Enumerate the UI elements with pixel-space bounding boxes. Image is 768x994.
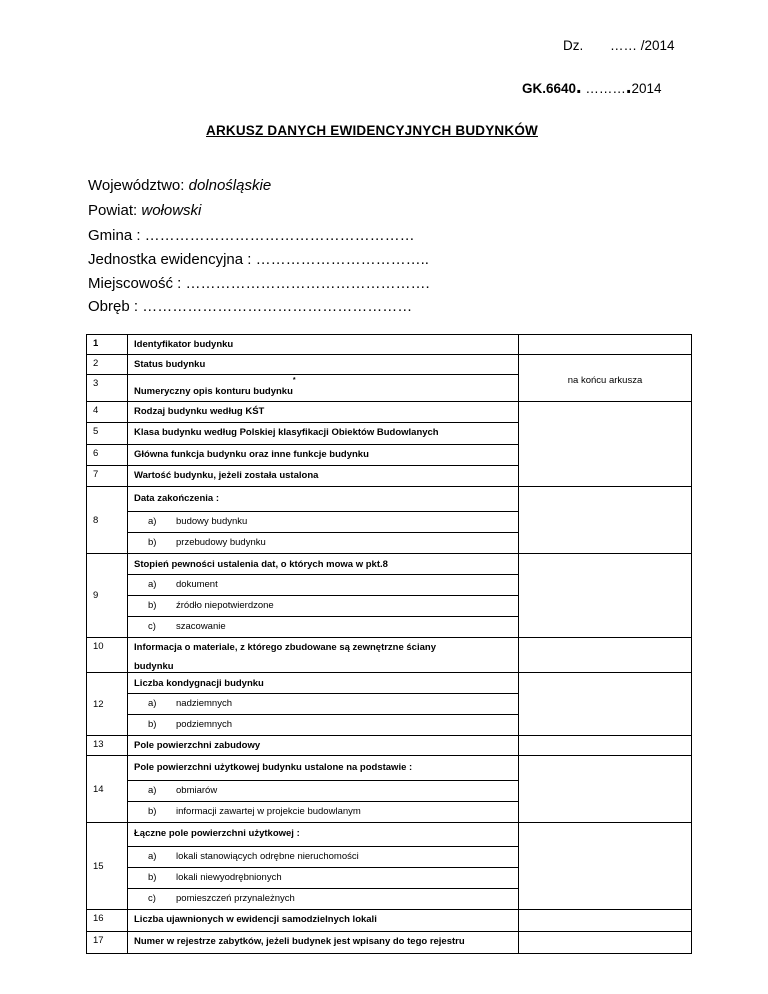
sub-item [128,846,518,867]
row-number: 12 [87,673,128,736]
value-cell[interactable] [519,932,692,954]
sub-letter: c) [148,621,156,632]
row-label: Klasa budynku według Polskiej klasyfikacji Obiektów Budowlanych [128,423,519,445]
row-label-text: Stopień pewności ustalenia dat, o których mowa w pkt.8 [134,559,388,570]
row-number: 6 [87,445,128,466]
table-row [87,932,692,954]
row-number: 15 [87,823,128,910]
sub-item [128,693,518,714]
sub-letter: a) [148,516,157,527]
sub-item [128,616,518,637]
row-number: 8 [87,487,128,554]
gk-dots: ……… [585,81,626,96]
wojewodztwo-field [88,177,271,194]
sub-item [128,574,518,595]
value-cell[interactable] [519,335,692,355]
value-cell[interactable] [519,638,692,673]
sub-label: podziemnych [176,719,232,730]
sub-letter: b) [148,806,157,817]
powiat-field [88,202,201,219]
row-number: 7 [87,466,128,487]
gk-label: GK.6640 [522,81,577,96]
table-row [87,554,692,638]
row-label [128,487,519,554]
sub-letter: a) [148,785,157,796]
row-number: 1 [87,335,128,355]
row-label-text: budynku [134,661,174,672]
sub-item [128,714,518,735]
dz-label: Dz. [563,38,584,53]
table-row [87,638,692,673]
sub-item [128,888,518,909]
field-value: wołowski [141,202,202,219]
row-number: 4 [87,402,128,423]
sub-letter: b) [148,719,157,730]
value-cell[interactable] [519,910,692,932]
sub-label: lokali niewyodrębnionych [176,872,282,883]
gmina-field: Gmina : ……………………………………………… [88,227,415,244]
table-row [87,823,692,910]
row-label: Rodzaj budynku według KŚT [128,402,519,423]
value-cell[interactable] [519,402,692,487]
row-label: Identyfikator budynku [128,335,519,355]
row-label [128,375,519,402]
sub-label: obmiarów [176,785,218,796]
value-cell[interactable] [519,736,692,756]
row-number: 2 [87,355,128,375]
field-label: Województwo: [88,177,189,194]
building-data-table [86,334,692,954]
row-number: 16 [87,910,128,932]
table-row [87,335,692,355]
row-label: Pole powierzchni zabudowy [128,736,519,756]
dz-value: …… /2014 [610,38,675,53]
row-label [128,823,519,910]
sub-item [128,867,518,888]
row-label-text: Data zakończenia : [134,493,219,504]
sub-label: przebudowy budynku [176,537,266,548]
table-row [87,355,692,375]
row-label [128,673,519,736]
sub-item [128,780,518,801]
sub-item [128,532,518,553]
sub-label: budowy budynku [176,516,248,527]
row-label: Status budynku [128,355,519,375]
miejscowosc-field: Miejscowość : …………………………………………. [88,275,430,292]
sub-letter: a) [148,698,157,709]
row-label: Liczba ujawnionych w ewidencji samodzielnych lokali [128,910,519,932]
obreb-field: Obręb : ……………………………………………… [88,298,413,315]
row-label-text: Liczba kondygnacji budynku [134,678,264,689]
row-number: 9 [87,554,128,638]
sub-label: informacji zawartej w projekcie budowlanym [176,806,361,817]
sub-label: pomieszczeń przynależnych [176,893,295,904]
row-number: 10 [87,638,128,673]
row-label-text: Łączne pole powierzchni użytkowej : [134,828,300,839]
sub-letter: b) [148,600,157,611]
table-row [87,673,692,736]
footnote-star: * [292,377,296,384]
row-label-text: Pole powierzchni użytkowej budynku ustalone na podstawie : [134,762,413,773]
sub-label: dokument [176,579,218,590]
sub-letter: b) [148,537,157,548]
table-row [87,756,692,823]
value-cell[interactable] [519,673,692,736]
value-cell[interactable] [519,823,692,910]
row-number: 5 [87,423,128,445]
sub-label: źródło niepotwierdzone [176,600,274,611]
gk-reference [522,76,661,99]
table-row [87,402,692,423]
jednostka-field: Jednostka ewidencyjna : …………………………….. [88,251,429,268]
sub-letter: c) [148,893,156,904]
field-label: Powiat: [88,202,142,219]
document-title: ARKUSZ DANYCH EWIDENCYJNYCH BUDYNKÓW [206,123,538,138]
sub-letter: a) [148,851,157,862]
note-text: na końcu arkusza [567,375,643,386]
field-value: dolnośląskie [188,177,272,194]
table-row [87,736,692,756]
row-number: 17 [87,932,128,954]
row-label [128,756,519,823]
value-cell[interactable] [519,355,692,402]
gk-dot: . [625,76,632,98]
value-cell[interactable] [519,487,692,554]
sub-label: nadziemnych [176,698,232,709]
row-label-text: Numeryczny opis konturu budynku [134,386,293,398]
sub-letter: b) [148,872,157,883]
row-number: 13 [87,736,128,756]
row-label-text: Informacja o materiale, z którego zbudowane są zewnętrzne ściany [134,642,436,653]
sub-item [128,511,518,532]
sub-label: lokali stanowiących odrębne nieruchomości [176,851,359,862]
row-label: Wartość budynku, jeżeli została ustalona [128,466,519,487]
row-number: 3 [87,375,128,402]
sub-item [128,801,518,822]
row-label [128,554,519,638]
row-label: Numer w rejestrze zabytków, jeżeli budynek jest wpisany do tego rejestru [128,932,519,954]
sub-letter: a) [148,579,157,590]
table-row [87,487,692,554]
sub-item [128,595,518,616]
row-label [128,638,519,673]
gk-dot: . [576,76,582,98]
gk-year: 2014 [631,81,662,96]
row-number: 14 [87,756,128,823]
value-cell[interactable] [519,756,692,823]
row-label: Główna funkcja budynku oraz inne funkcje budynku [128,445,519,466]
value-cell[interactable] [519,554,692,638]
table-row [87,910,692,932]
sub-label: szacowanie [176,621,226,632]
